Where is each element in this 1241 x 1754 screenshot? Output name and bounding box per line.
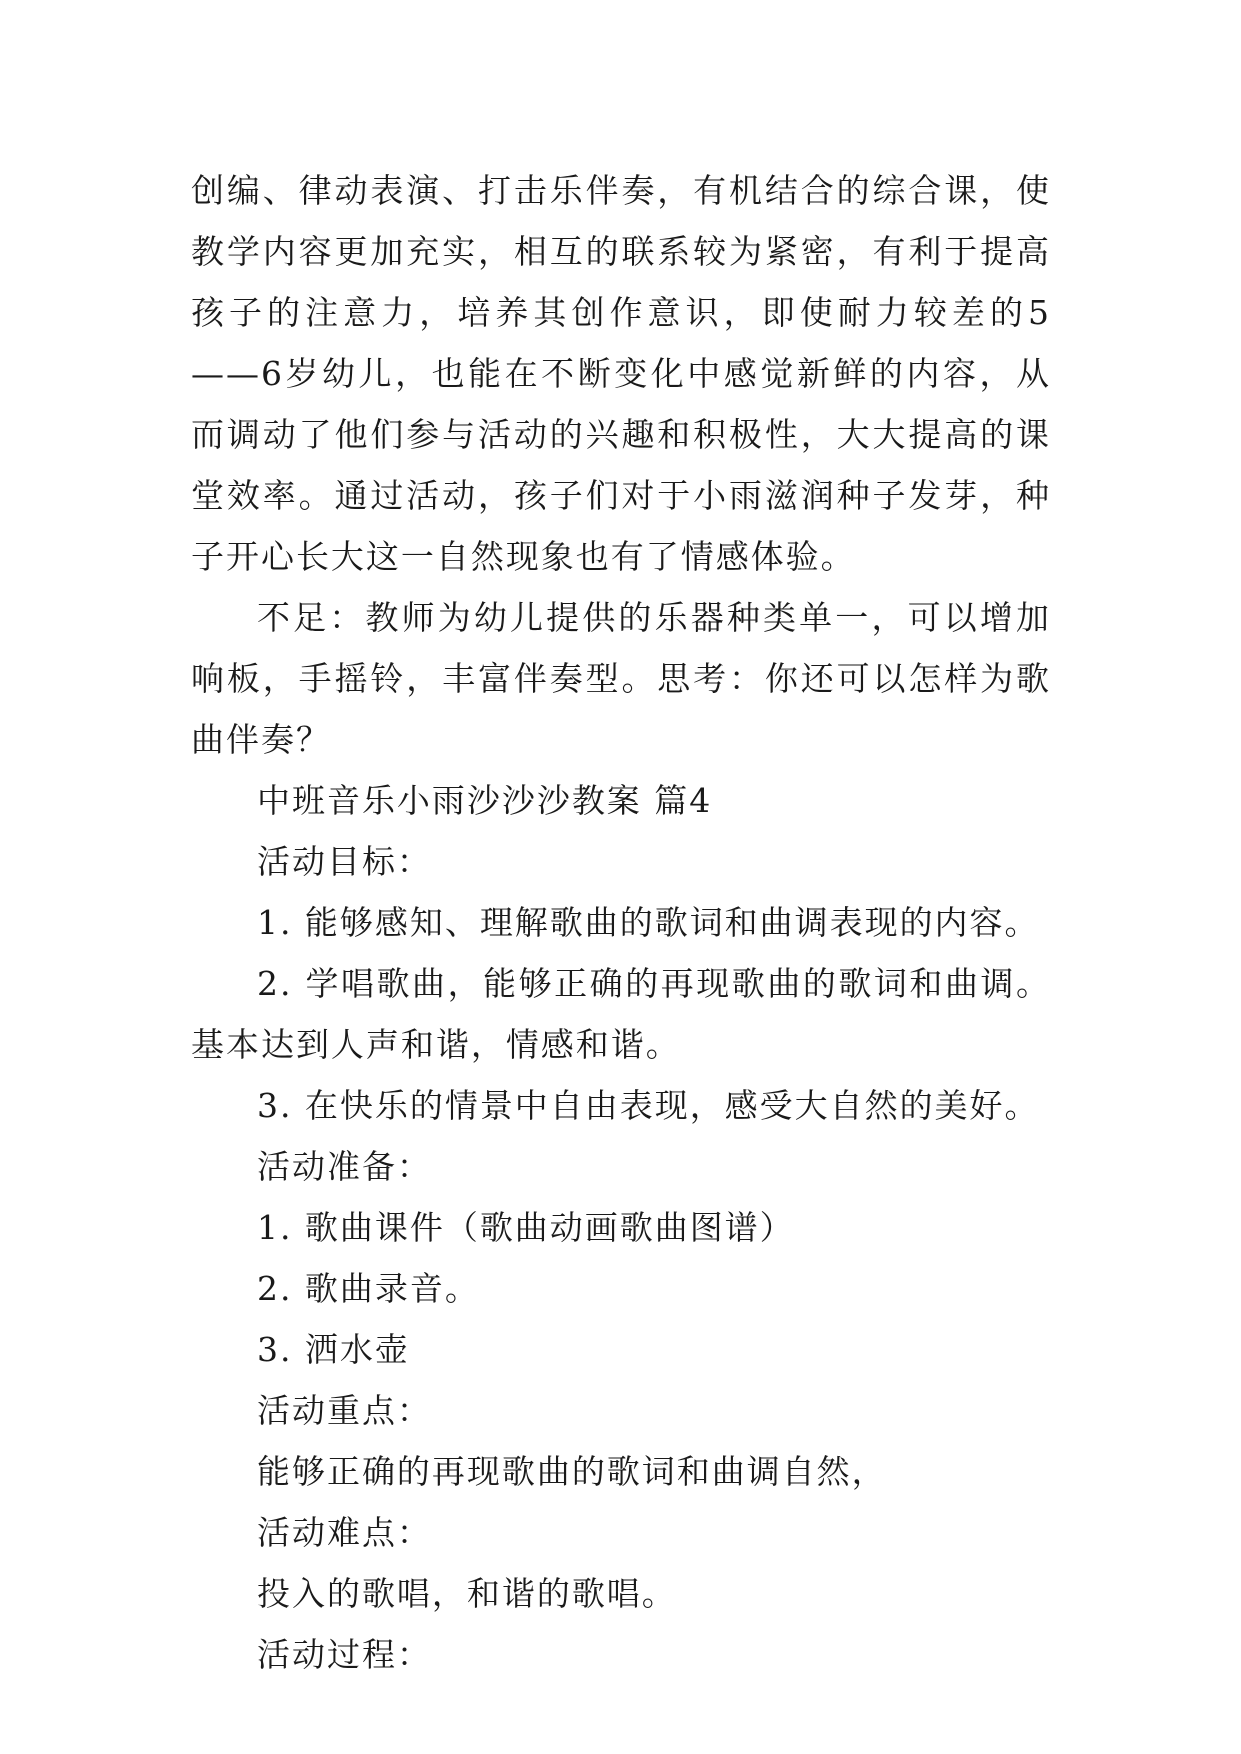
- prep-item-2: 2. 歌曲录音。: [257, 1269, 480, 1308]
- prep-item-1: 1. 歌曲课件（歌曲动画歌曲图谱）: [257, 1208, 795, 1247]
- goals-heading: 活动目标：: [257, 842, 432, 881]
- difficulty-text: 投入的歌唱，和谐的歌唱。: [257, 1574, 677, 1613]
- difficulty-heading: 活动难点：: [257, 1513, 432, 1552]
- goal-item-3: 3. 在快乐的情景中自由表现，感受大自然的美好。: [257, 1086, 1040, 1125]
- prep-heading: 活动准备：: [257, 1147, 432, 1186]
- paragraph-reflection: 创编、律动表演、打击乐伴奏，有机结合的综合课，使教学内容更加充实，相互的联系较为紧密，有利于提高孩子的注意力，培养其创作意识，即使耐力较差的5——6岁幼儿，也能在不断变化中感觉新鲜的内容，从而调动了他们参与活动的兴趣和积极性，大大提高的课堂效率。通过活动，孩子们对于小雨滋润种子发芽，种子开心长大这一自然现象也有了情感体验。: [191, 171, 1051, 576]
- prep-item-3: 3. 洒水壶: [257, 1330, 410, 1369]
- key-point-text: 能够正确的再现歌曲的歌词和曲调自然，: [257, 1452, 887, 1491]
- goal-item-2: 2. 学唱歌曲，能够正确的再现歌曲的歌词和曲调。基本达到人声和谐，情感和谐。: [191, 964, 1051, 1064]
- section-title: 中班音乐小雨沙沙沙教案 篇4: [257, 781, 713, 820]
- key-point-heading: 活动重点：: [257, 1391, 432, 1430]
- paragraph-shortcomings: 不足：教师为幼儿提供的乐器种类单一，可以增加响板，手摇铃，丰富伴奏型。思考：你还可以怎样为歌曲伴奏？: [191, 598, 1051, 759]
- process-heading: 活动过程：: [257, 1635, 432, 1674]
- goal-item-1: 1. 能够感知、理解歌曲的歌词和曲调表现的内容。: [257, 903, 1040, 942]
- document-body: [191, 160, 1051, 1685]
